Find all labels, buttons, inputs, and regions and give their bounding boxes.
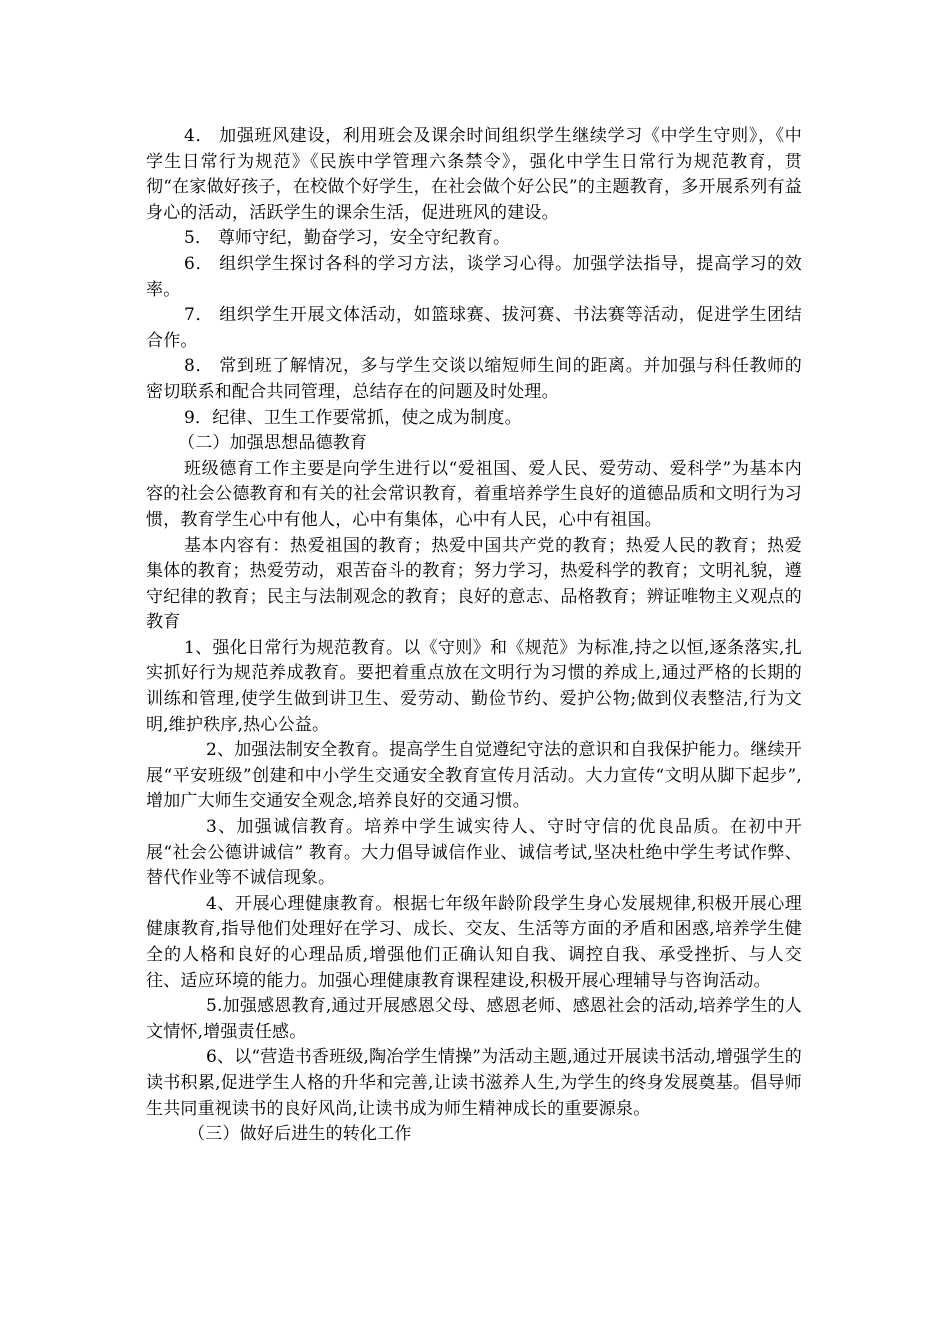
paragraph-basic-content: 基本内容有：热爱祖国的教育；热爱中国共产党的教育；热爱人民的教育；热爱集体的教育；热爱劳动，艰苦奋斗的教育；努力学习，热爱科学的教育；文明礼貌，遵守纪律的教育；民主与法制观念的教育；良好的意志、品格教育；辨证唯物主义观点的教育 xyxy=(146,535,802,633)
section-heading-moral-education: （二）加强思想品德教育 xyxy=(178,433,368,454)
paragraph-sub-4: 4、开展心理健康教育。根据七年级年龄阶段学生身心发展规律,积极开展心理健康教育,指导他们处理好在学习、成长、交友、生活等方面的矛盾和困惑,培养学生健全的人格和良好的心理品质,增强他们正确认知自我、调控自我、承受挫折、与人交往、适应环境的能力。加强心理健康教育课程建设,积极开展心理辅导与咨询活动。 xyxy=(146,893,802,991)
paragraph-item-6: 6． 组织学生探讨各科的学习方法，谈学习心得。加强学法指导，提高学习的效率。 xyxy=(146,253,802,300)
paragraph-item-4: 4． 加强班风建设，利用班会及课余时间组织学生继续学习《中学生守则》，《中学生日常行为规范》《民族中学管理六条禁令》，强化中学生日常行为规范教育，贯彻“在家做好孩子，在校做个好学生，在社会做个好公民”的主题教育，多开展系列有益身心的活动，活跃学生的课余生活，促进班风的建设。 xyxy=(146,126,802,223)
paragraph-sub-2: 2、加强法制安全教育。提高学生自觉遵纪守法的意识和自我保护能力。继续开展“平安班级”创建和中小学生交通安全教育宣传月活动。大力宣传“文明从脚下起步”,增加广大师生交通安全观念,培养良好的交通习惯。 xyxy=(146,740,802,812)
paragraph-item-9: 9．纪律、卫生工作要常抓，使之成为制度。 xyxy=(184,407,522,428)
paragraph-sub-5: 5.加强感恩教育,通过开展感恩父母、感恩老师、感恩社会的活动,培养学生的人文情怀,增强责任感。 xyxy=(146,996,802,1042)
paragraph-moral-intro: 班级德育工作主要是向学生进行以“爱祖国、爱人民、爱劳动、爱科学”为基本内容的社会公德教育和有关的社会常识教育，着重培养学生良好的道德品质和文明行为习惯，教育学生心中有他人，心中有集体，心中有人民，心中有祖国。 xyxy=(146,458,802,530)
paragraph-item-8: 8． 常到班了解情况，多与学生交谈以缩短师生间的距离。并加强与科任教师的密切联系和配合共同管理，总结存在的问题及时处理。 xyxy=(146,356,802,402)
paragraph-item-7: 7． 组织学生开展文体活动，如篮球赛、拔河赛、书法赛等活动，促进学生团结合作。 xyxy=(146,305,802,351)
section-heading-underachiever: （三）做好后进生的转化工作 xyxy=(188,1124,412,1145)
paragraph-item-5: 5． 尊师守纪，勤奋学习，安全守纪教育。 xyxy=(184,228,511,249)
document-body xyxy=(146,124,802,1148)
paragraph-sub-3: 3、加强诚信教育。培养中学生诚实待人、守时守信的优良品质。在初中开展“社会公德讲诚信” 教育。大力倡导诚信作业、诚信考试,坚决杜绝中学生考试作弊、替代作业等不诚信现象。 xyxy=(146,817,802,889)
paragraph-sub-1: 1、强化日常行为规范教育。以《守则》和《规范》为标准,持之以恒,逐条落实,扎实抓好行为规范养成教育。要把着重点放在文明行为习惯的养成上,通过严格的长期的训练和管理,使学生做到讲卫生、爱劳动、勤俭节约、爱护公物;做到仪表整洁,行为文明,维护秩序,热心公益。 xyxy=(146,637,802,735)
paragraph-sub-6: 6、以“营造书香班级,陶冶学生情操”为活动主题,通过开展读书活动,增强学生的读书积累,促进学生人格的升华和完善,让读书滋养人生,为学生的终身发展奠基。倡导师生共同重视读书的良好风尚,让读书成为师生精神成长的重要源泉。 xyxy=(146,1047,803,1119)
